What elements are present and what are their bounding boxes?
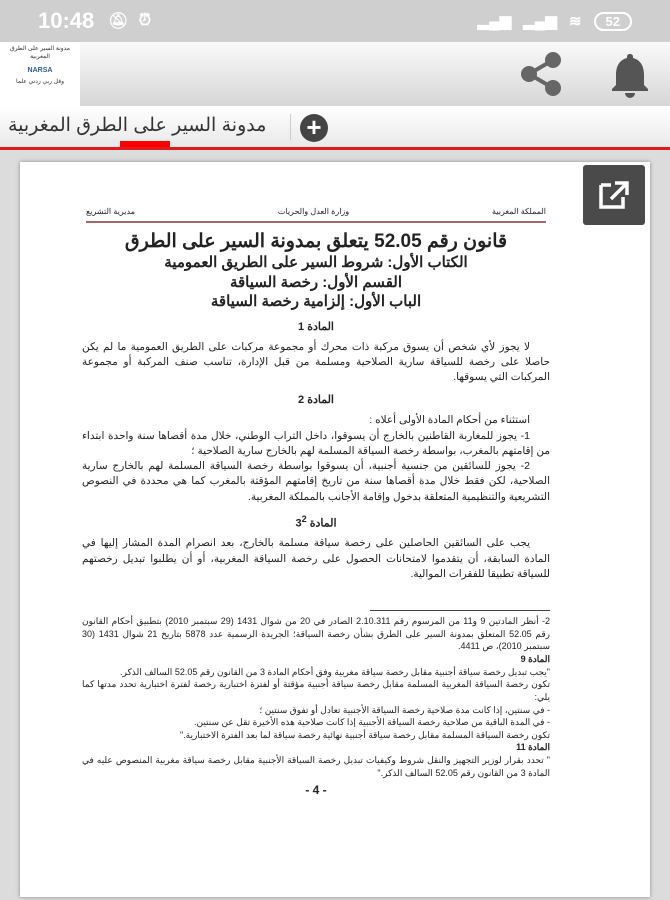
tab-bar [0,106,670,148]
signal-icon-2: ▂▄▆ [523,13,557,30]
tab-underline [0,147,670,150]
article-1-title: المادة 1 [298,320,334,333]
article-3-text: يجب على السائقين الحاصلين على رخصة سياقة مسلمة بالخارج، بعد انصرام المدة المشار إليها في المادة السابقة، أن يتقدموا لامتحانات الحصول على رخصة السياقة المغربية، أو أن يطلبوا تبديل رخصتهم للسياقة تطبيقا للفقرات الموالية. [82,537,550,580]
logo-tagline: وقل ربي زدني علما [16,78,64,85]
section-heading: القسم الأول: رخصة السياقة [229,273,403,291]
alarm-icon: ⏰︎ [138,12,152,29]
footnote-article-11-title: المادة 11 [516,742,550,753]
footnote-article-9-p3: - في سنتين، إذا كانت مدة صلاحية رخصة السياقة الأجنبية تعادل أو تفوق سنتين ؛ [259,704,550,715]
wifi-icon: ≋ [568,13,582,30]
document-content [82,206,550,799]
header-ministry: وزارة العدل والحريات [277,207,350,216]
add-tab-button[interactable]: + [300,114,328,142]
logo-brand: NARSA [27,66,53,74]
document-header [86,206,546,223]
footnote-article-9-p1: "يجب تبديل رخصة سياقة أجنبية مقابل رخصة سياقة مغربية وفق أحكام المادة 3 من القانون رقم 52.05 السالف الذكر. [120,666,550,677]
footnote-ref: 2 [301,513,307,524]
signal-icon: ▂▄▆ [477,13,512,30]
open-external-button[interactable] [583,165,645,225]
status-bar [0,0,670,42]
footnote-article-9-p2: تكون رخصة السياقة المغربية المسلمة مقابل رخصة سياقة أجنبية مؤقتة أو لفترة اختبارية رخصة لفترة اختبارية تحدد مدتها كما يلي: [82,679,550,702]
page-number: - 4 - [305,782,327,797]
logo-text: مدونة السير على الطرق المغربية [9,46,71,60]
header-directorate: مديرية التشريع [86,207,135,216]
chapter-heading: الباب الأول: إلزامية رخصة السياقة [210,293,422,311]
app-toolbar [0,42,670,106]
mute-icon: 🔕︎ [108,13,129,30]
book-heading: الكتاب الأول: شروط السير على الطريق العمومية [164,254,468,272]
footnote-article-9-p5: تكون رخصة السياقة المسلمة مقابل رخصة سياقة أجنبية نهائية رخصة سياقة لما بعد الفترة الاختبارية." [179,729,550,740]
header-kingdom: المملكة المغربية [492,207,546,216]
footnote-article-11-text: " تحدد بقرار لوزير التجهيز والنقل شروط وكيفيات تبديل رخصة السياقة الأجنبية مقابل رخصة سياقة مغربية المنصوص عليه في المادة 3 من القانون رقم 52.05 السالف الذكر." [82,755,550,779]
footnote-divider [370,610,550,611]
article-2-para-1: 1- يجوز للمغاربة القاطنين بالخارج أن يسوقوا، داخل التراب الوطني، خلال مدة أقصاها سنة واحدة ابتداء من إقامتهم بالمغرب، بواسطة رخصة السياقة المسلمة لهم بالخارج سارية الصلاحية ؛ [82,429,550,457]
tab-divider [290,114,291,140]
bell-icon[interactable] [604,48,656,100]
open-in-new-icon [583,165,645,225]
footnote-article-9-p4: - في المدة الباقية من صلاحية رخصة السياقة الأجنبية إذا كانت صلاحية هذه الأخيرة تقل عن سنتين. [193,717,550,728]
battery-indicator: 52 [594,12,632,31]
document-title: قانون رقم 52.05 يتعلق بمدونة السير على الطرق [124,230,508,252]
article-2-intro: استثناء من أحكام المادة الأولى أعلاه : [369,414,530,427]
article-2-para-2: 2- يجوز للسائقين من جنسية أجنبية، أن يسوقوا بواسطة رخصة السياقة المسلمة لهم بالخارج سارية الصلاحية، لكن فقط خلال مدة أقصاها سنة من تاريخ إقامتهم المؤقتة بالمغرب كما هي محددة في النصوص التشريعية والتنظيمية المتعلقة بدخول وإقامة الأجانب بالمملكة المغربية. [82,460,550,503]
share-icon[interactable] [515,48,567,100]
footnote-text: 2- أنظر المادتين 9 و11 من المرسوم رقم 2.10.311 الصادر في 20 من شوال 1431 (29 سبتمبر 2010) بتطبيق أحكام القانون رقم 52.05 المتعلق بمدونة السير على الطرق بشأن رخصة السياقة؛ الجريدة الرسمية عدد 5878 بتاريخ 21 شوال 1431 (30 سبتمبر 2010)، ص 4411. [82,615,551,652]
article-3-label: المادة 3 [295,517,337,530]
article-3-title [82,513,550,533]
article-2-title: المادة 2 [298,394,334,407]
app-logo [0,42,80,106]
status-time: 10:48 [38,8,95,33]
article-1-text: لا يجوز لأي شخص أن يسوق مركبة ذات محرك أو مجموعة مركبات على الطريق العمومية ما لم يكن حاصلا على رخصة للسياقة سارية الصلاحية ومسلمة من قبل الإدارة، تناسب صنف المركبة أو مجموعة المركبات التي يسوقها. [82,340,550,384]
footnote-article-9-title: المادة 9 [520,653,550,664]
tab-traffic-code[interactable]: مدونة السير على الطرق المغربية [8,115,267,136]
